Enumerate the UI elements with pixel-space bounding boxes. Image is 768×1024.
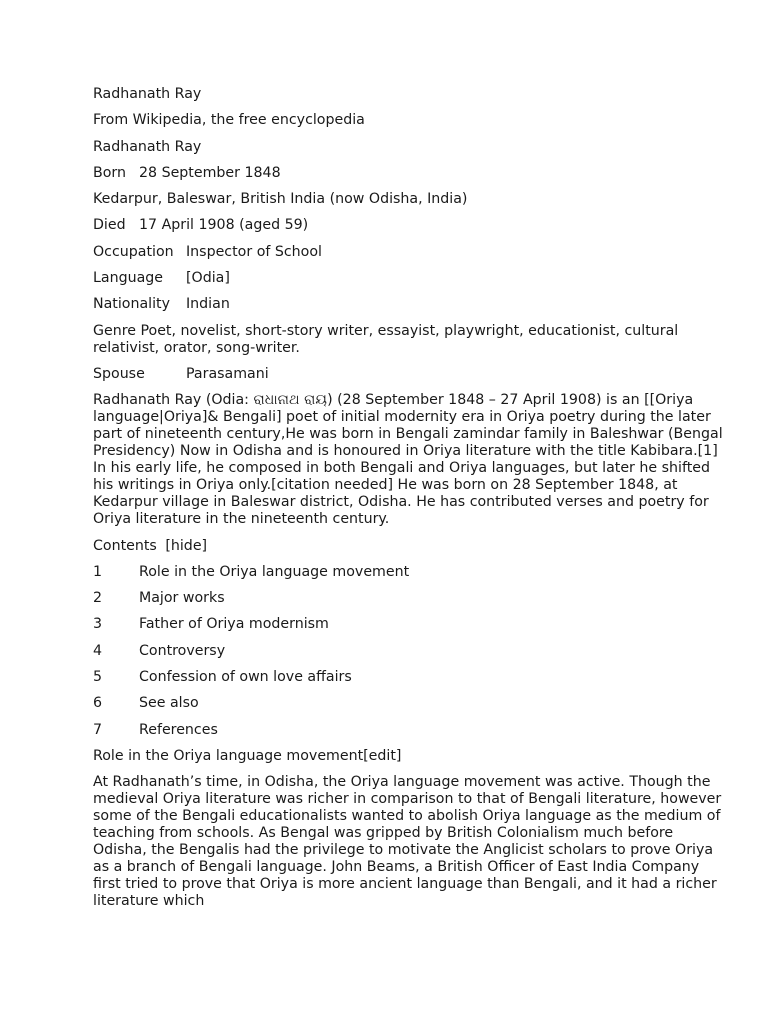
toc-item[interactable] — [93, 564, 728, 581]
toc-label: Controversy — [139, 642, 226, 659]
infobox-occupation-row — [93, 244, 728, 261]
contents-heading-row — [93, 538, 728, 555]
infobox-spouse-row — [93, 366, 728, 383]
toc-number: 1 — [93, 563, 103, 580]
toc-number: 4 — [93, 642, 103, 659]
infobox-name: Radhanath Ray — [93, 138, 202, 155]
born-value: 28 September 1848 — [139, 164, 281, 181]
birthplace: Kedarpur, Baleswar, British India (now Odisha, India) — [93, 191, 468, 208]
toc-label: Father of Oriya modernism — [139, 616, 329, 633]
language-value: [Odia] — [186, 270, 230, 287]
toc-number: 6 — [93, 695, 103, 712]
genre-text: Genre Poet, novelist, short-story writer, essayist, playwright, educationist, cultural relativist, orator, song-writer. — [93, 322, 679, 356]
toc-item[interactable] — [93, 695, 728, 712]
source-line: From Wikipedia, the free encyclopedia — [93, 112, 365, 129]
infobox-language-row — [93, 270, 728, 287]
toc-number: 7 — [93, 721, 103, 738]
section-heading-role: Role in the Oriya language movement[edit] — [93, 747, 402, 764]
toc-item[interactable] — [93, 643, 728, 660]
nationality-label: Nationality — [93, 296, 171, 313]
contents-heading: Contents — [93, 537, 157, 554]
died-value: 17 April 1908 (aged 59) — [139, 217, 309, 234]
born-label: Born — [93, 164, 126, 181]
toc-label: Confession of own love affairs — [139, 669, 352, 686]
toc-number: 2 — [93, 590, 103, 607]
occupation-value: Inspector of School — [186, 243, 322, 260]
infobox-born-row — [93, 165, 728, 182]
intro-paragraph: Radhanath Ray (Odia: ରାଧାନାଥ ରାୟ) (28 September 1848 – 27 April 1908) is an [[Oriya language|Oriya]& Bengali] poet of initial modernity era in Oriya poetry during the later part of nineteenth century,He was born in Bengali zamindar family in Baleshwar (Bengal Presidency) Now in Odisha and is honoured in Oriya literature with the title Kabibara.[1] In his early life, he composed in both Bengali and Oriya languages, but later he shifted his writings in Oriya only.[citation needed] He was born on 28 September 1848, at Kedarpur village in Baleswar district, Odisha. He has contributed verses and poetry for Oriya literature in the nineteenth century. — [93, 392, 723, 528]
toc-label: Role in the Oriya language movement — [139, 563, 410, 580]
spouse-value: Parasamani — [186, 365, 269, 382]
spouse-label: Spouse — [93, 365, 145, 382]
section-body-role: At Radhanath’s time, in Odisha, the Oriya language movement was active. Though the medieval Oriya literature was richer in comparison to that of Bengali literature, however some of the Bengali educationalists wanted to abolish Oriya language as the medium of teaching from schools. As Bengal was gripped by British Colonialism much before Odisha, the Bengalis had the privilege to motivate the Anglicist scholars to prove Oriya as a branch of Bengali language. John Beams, a British Officer of East India Company first tried to prove that Oriya is more ancient language than Bengali, and it had a richer literature which — [93, 774, 722, 910]
nationality-value: Indian — [186, 296, 230, 313]
toc-label: References — [139, 721, 218, 738]
toc-item[interactable] — [93, 616, 728, 633]
occupation-label: Occupation — [93, 243, 174, 260]
toc-item[interactable] — [93, 590, 728, 607]
toc-label: Major works — [139, 590, 225, 607]
infobox-nationality-row — [93, 296, 728, 313]
toc-label: See also — [139, 695, 199, 712]
toc-item[interactable] — [93, 722, 728, 739]
contents-hide-link[interactable]: [hide] — [165, 537, 208, 554]
toc-number: 5 — [93, 669, 103, 686]
toc-number: 3 — [93, 616, 103, 633]
toc-item[interactable] — [93, 669, 728, 686]
language-label: Language — [93, 270, 164, 287]
died-label: Died — [93, 217, 126, 234]
page-title: Radhanath Ray — [93, 86, 202, 102]
infobox-died-row — [93, 217, 728, 234]
